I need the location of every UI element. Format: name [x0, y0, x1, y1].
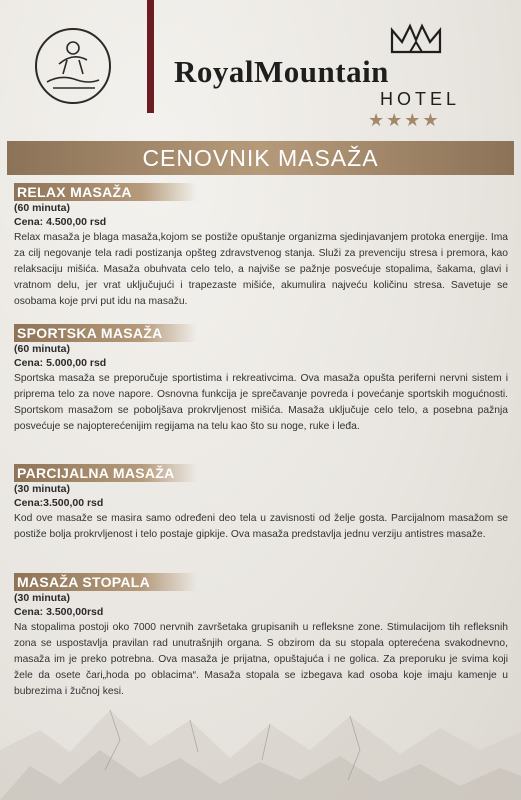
- section-price: Cena: 5.000,00 rsd: [14, 357, 107, 369]
- section-relax: [14, 183, 508, 310]
- hotel-subtitle: HOTEL: [380, 89, 461, 109]
- hotel-name: RoyalMountain: [174, 54, 389, 89]
- section-price: Cena:3.500,00 rsd: [14, 497, 104, 509]
- section-duration: (30 minuta): [14, 483, 71, 495]
- section-heading: SPORTSKA MASAŽA: [14, 324, 197, 342]
- section-duration: (60 minuta): [14, 202, 71, 214]
- section-heading: PARCIJALNA MASAŽA: [14, 464, 197, 482]
- section-sport: [14, 324, 508, 435]
- massage-logo-icon: [35, 28, 111, 104]
- section-description: Na stopalima postoji oko 7000 nervnih završetaka grupisanih u refleksne zone. Stimulacijom tih refleksnih zona se uspostavlja pravilan rad unutrašnjih organa. S obzirom da su stopala opterećena svakodnevno, masaža im je preko potrebna. Ova masaža je prijatna, opuštajuća i ne golica. Za preporuku je svima koji žele da osete čari„hoda po oblacima“. Masaža stopala se izbegava kad osoba koje imaju kamenje u bubrezima i žučnoj kesi.: [14, 622, 508, 697]
- section-description: Relax masaža je blaga masaža,kojom se postiže opuštanje organizma sjedinjavanjem protoka energije. Ima za cilj negovanje tela radi postizanja opšteg zdravstvenog stanja. Služi za prevenciju stresa i premora, kao relaksaciju mišića. Masaža obuhvata celo telo, a najviše se pažnje posvećuje stopalima, šakama, glavi i vratnom delu, jer vrat uključujući i trapezaste mišiće, akumulira najveću količinu stresa. Savetuje se osobama koje prvi put idu na masažu.: [14, 232, 508, 307]
- section-duration: (30 minuta): [14, 592, 71, 604]
- section-description: Kod ove masaže se masira samo određeni deo tela u zavisnosti od želje gosta. Parcijalnom masažom se postiže bolja prokrvljenost i telo postaje gipkije. Ova masaža predstavlja jednu verziju antistres masaže.: [14, 513, 508, 540]
- hotel-brand: [168, 22, 468, 132]
- section-duration: (60 minuta): [14, 343, 71, 355]
- hotel-stars: ★★★★: [368, 110, 441, 131]
- section-price: Cena: 3.500,00rsd: [14, 606, 104, 618]
- accent-bar: [147, 0, 154, 113]
- section-price: Cena: 4.500,00 rsd: [14, 216, 107, 228]
- section-partial: [14, 464, 508, 543]
- mountains-illustration: [0, 680, 521, 800]
- section-heading: RELAX MASAŽA: [14, 183, 197, 201]
- page-title: CENOVNIK MASAŽA: [142, 145, 379, 171]
- section-description: Sportska masaža se preporučuje sportistima i rekreativcima. Ova masaža opušta periferni nervni sistem i priprema telo za nove napore. Osnovna funkcija je sprečavanje povreda i povećanje sportskih mogućnosti. Sportskom masažom se poboljšava prokrvljenost mišića. Masaža uključuje celo telo, a posebna pažnja posvećuje se najopterećenijim regijama na telu kao što su noge, ruke i leđa.: [14, 373, 508, 432]
- crown-icon: [388, 22, 444, 56]
- price-list-title-band: [7, 141, 514, 175]
- section-heading: MASAŽA STOPALA: [14, 573, 197, 591]
